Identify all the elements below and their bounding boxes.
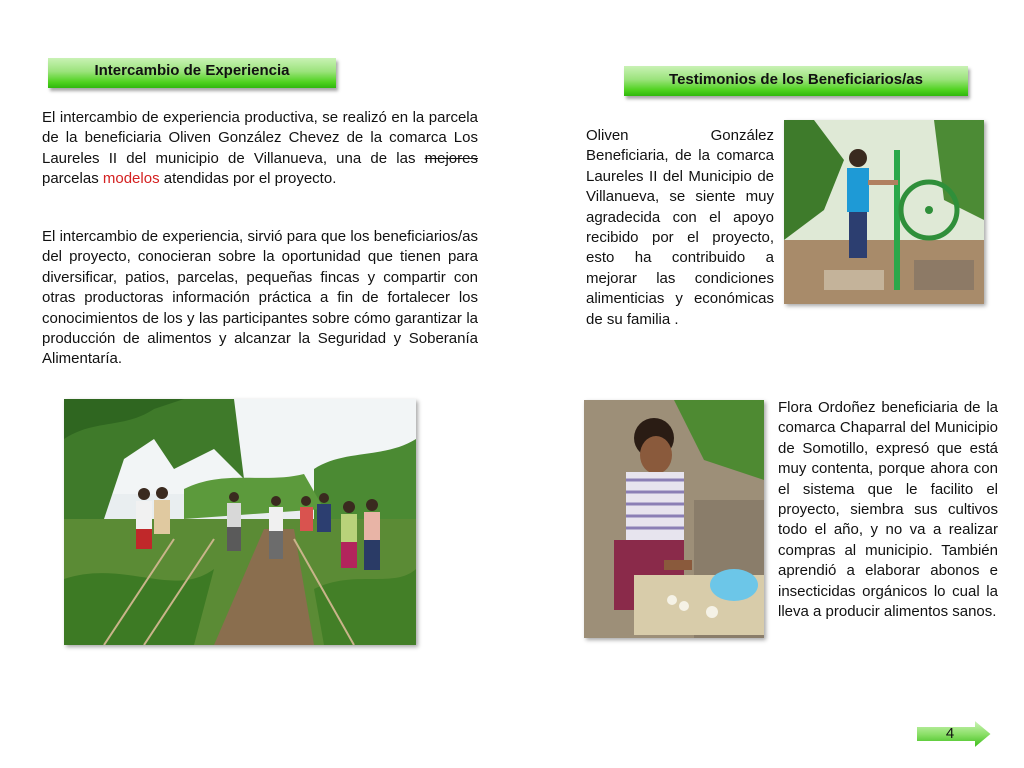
- photo-group-garden: [64, 399, 416, 645]
- intro-text-part2: parcelas: [42, 170, 103, 188]
- intro-struck-word: mejores: [424, 149, 478, 167]
- section-banner-intercambio-label: Intercambio de Experiencia: [94, 62, 290, 79]
- next-page-button[interactable]: [914, 718, 994, 750]
- photo-woman-pump: [784, 120, 984, 304]
- section-banner-testimonios: [624, 66, 968, 96]
- intro-highlight-word: modelos: [102, 170, 160, 188]
- photo-woman-cooking: [584, 400, 764, 638]
- intro-paragraph: [42, 108, 478, 190]
- intro-text-part1: El intercambio de experiencia productiva, se realizó en la parcela de la beneficiaria Oliven González Chevez de la comarca Los Laureles II del municipio de Villanueva, una de las: [42, 109, 478, 167]
- photo-woman-cooking-image: [584, 400, 764, 638]
- intro-text-part3: atendidas por el proyecto.: [159, 170, 337, 188]
- section-banner-testimonios-label: Testimonios de los Beneficiarios/as: [669, 71, 923, 88]
- photo-woman-pump-image: [784, 120, 984, 304]
- testimony-oliven: Oliven González Beneficiaria, de la comarca Laureles II del Municipio de Villanueva, se siente muy agradecida con el apoyo recibido por el proyecto, esto ha contribuido a mejorar las condiciones alimenticias y económicas de su familia .: [586, 127, 774, 328]
- section-banner-intercambio: [48, 58, 336, 88]
- page-number: 4: [945, 725, 955, 742]
- purpose-paragraph: El intercambio de experiencia, sirvió para que los beneficiarios/as del proyecto, conocieran sobre la oportunidad que tienen para diversificar, patios, parcelas, pequeñas fincas y compartir con otras productoras información práctica a fin de fortalecer los conocimientos de los y las participantes sobre cómo garantizar la producción de alimentos y alcanzar la Seguridad y Soberanía Alimentaría.: [42, 228, 478, 368]
- testimony-flora: Flora Ordoñez beneficiaria de la comarca Chaparral del Municipio de Somotillo, expresó que está muy contenta, porque ahora con el sistema que le facilito el proyecto, siembra sus cultivos todo el año, y no va a realizar compras al municipio. También aprendió a elaborar abonos e insecticidas orgánicos lo cual la lleva a producir alimentos sanos.: [778, 399, 998, 621]
- photo-group-garden-image: [64, 399, 416, 645]
